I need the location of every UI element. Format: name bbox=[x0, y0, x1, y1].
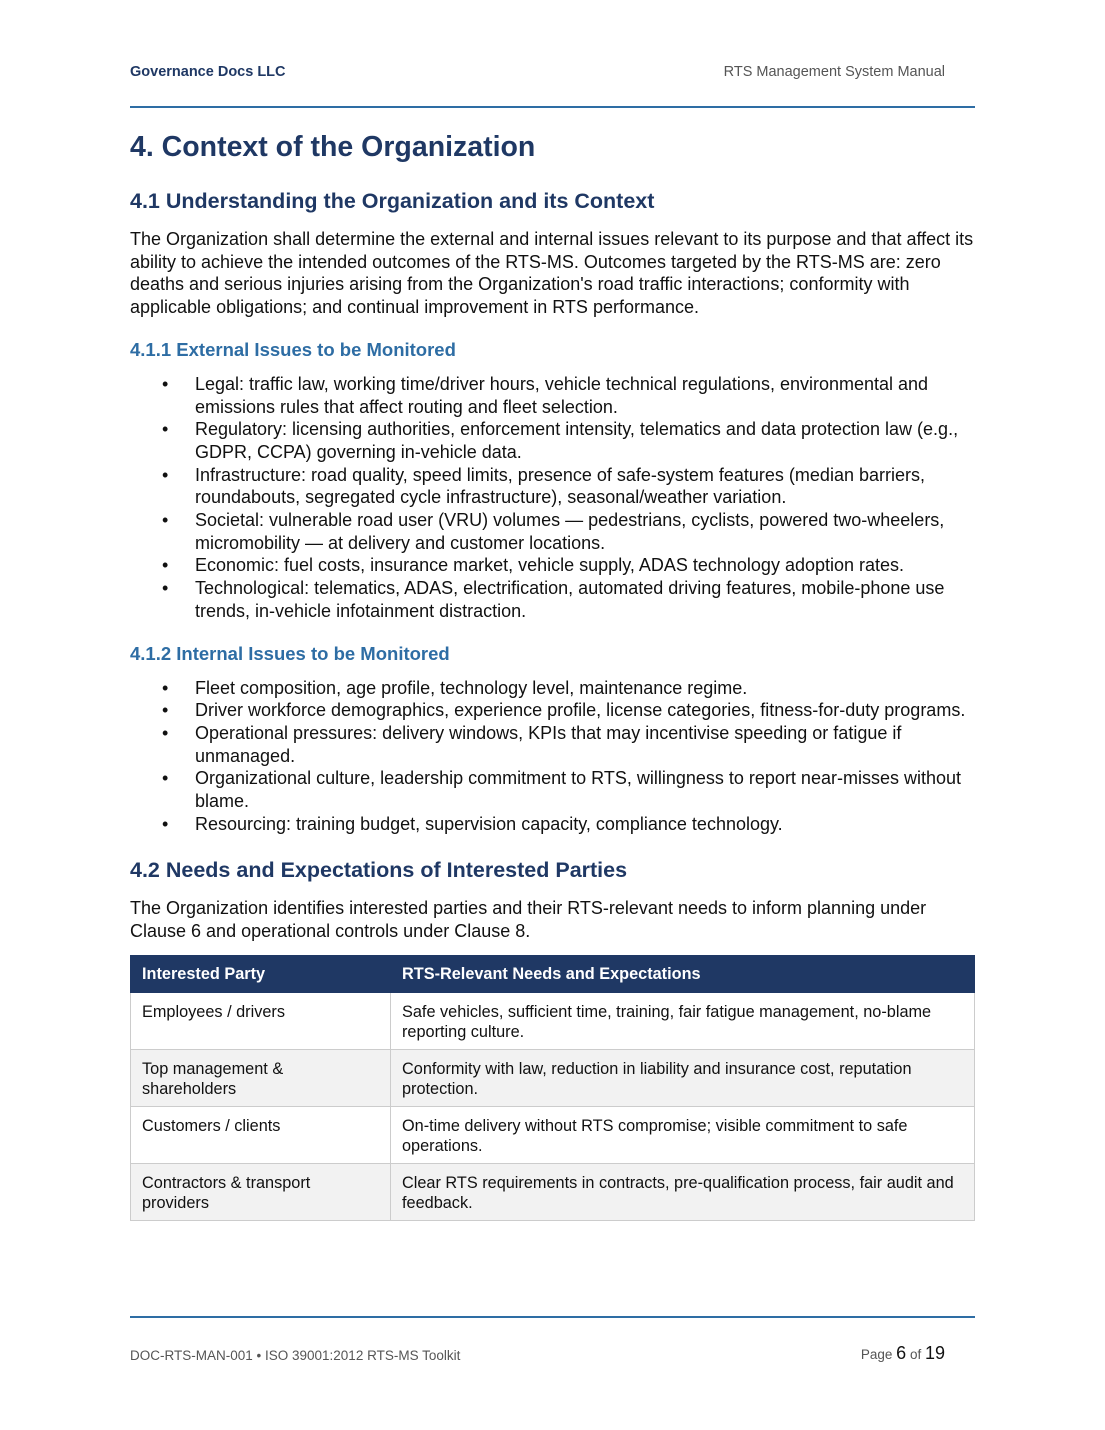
bullet-icon: • bbox=[162, 419, 169, 440]
list-item: • Infrastructure: road quality, speed limits, presence of safe-system features (median barriers, roundabouts, segregated cycle infrastructure), seasonal/weather variation. bbox=[162, 464, 925, 508]
of-label: of bbox=[909, 1347, 922, 1362]
external-issues-list bbox=[130, 373, 975, 623]
page-header bbox=[130, 64, 945, 84]
subsection-4-1-paragraph: The Organization shall determine the external and internal issues relevant to its purpose and that affect its ability to achieve the intended outcomes of the RTS-MS. Outcomes targeted by the RTS-MS are: zero deaths and serious injuries arising from the Organization's road traffic interactions; conformity with applicable obligations; and continual improvement in RTS performance. bbox=[130, 229, 974, 318]
table-header-row bbox=[131, 955, 975, 992]
bullet-icon: • bbox=[162, 510, 169, 531]
total-pages: 19 bbox=[924, 1343, 945, 1363]
table-cell: Safe vehicles, sufficient time, training, fair fatigue management, no-blame reporting culture. bbox=[391, 992, 975, 1049]
page-footer bbox=[130, 1343, 945, 1367]
document-body bbox=[130, 128, 975, 1221]
table-cell: Conformity with law, reduction in liability and insurance cost, reputation protection. bbox=[391, 1049, 975, 1106]
list-item: • Operational pressures: delivery windows, KPIs that may incentivise speeding or fatigue if unmanaged. bbox=[162, 722, 902, 766]
list-item: • Fleet composition, age profile, technology level, maintenance regime. bbox=[162, 677, 748, 698]
column-header: Interested Party bbox=[131, 955, 391, 992]
table-cell: Customers / clients bbox=[131, 1106, 391, 1163]
subsection-4-1-1-title: 4.1.1 External Issues to be Monitored bbox=[130, 338, 456, 360]
table-row bbox=[131, 1163, 975, 1220]
table-row bbox=[131, 1106, 975, 1163]
bullet-icon: • bbox=[162, 722, 169, 743]
bullet-icon: • bbox=[162, 464, 169, 485]
subsection-4-2-paragraph: The Organization identifies interested parties and their RTS-relevant needs to inform planning under Clause 6 and operational controls under Clause 8. bbox=[130, 898, 927, 942]
column-header: RTS-Relevant Needs and Expectations bbox=[391, 955, 975, 992]
list-item: • Organizational culture, leadership commitment to RTS, willingness to report near-misses without blame. bbox=[162, 768, 961, 812]
list-item: • Technological: telematics, ADAS, electrification, automated driving features, mobile-phone use trends, in-vehicle infotainment distraction. bbox=[162, 578, 945, 621]
bullet-icon: • bbox=[162, 813, 169, 834]
header-divider bbox=[130, 106, 975, 108]
table-cell: On-time delivery without RTS compromise; visible commitment to safe operations. bbox=[391, 1106, 975, 1163]
table-row bbox=[131, 992, 975, 1049]
footer-divider bbox=[130, 1316, 975, 1318]
interested-parties-table bbox=[130, 955, 975, 1221]
current-page: 6 bbox=[896, 1343, 907, 1363]
list-item: • Driver workforce demographics, experience profile, license categories, fitness-for-duty programs. bbox=[162, 700, 966, 721]
bullet-icon: • bbox=[162, 555, 169, 576]
list-item: • Societal: vulnerable road user (VRU) volumes — pedestrians, cyclists, powered two-wheelers, micromobility — at delivery and customer locations. bbox=[162, 510, 945, 553]
bullet-icon: • bbox=[162, 700, 169, 721]
table-cell: Clear RTS requirements in contracts, pre-qualification process, fair audit and feedback. bbox=[391, 1163, 975, 1220]
page-label: Page bbox=[860, 1347, 893, 1362]
table-cell: Top management & shareholders bbox=[131, 1049, 391, 1106]
subsection-4-2-title: 4.2 Needs and Expectations of Interested Parties bbox=[130, 858, 628, 883]
bullet-icon: • bbox=[162, 768, 169, 789]
manual-title: RTS Management System Manual bbox=[723, 64, 945, 80]
page-number bbox=[861, 1343, 945, 1364]
table-row bbox=[131, 1049, 975, 1106]
subsection-4-1-title: 4.1 Understanding the Organization and its Context bbox=[130, 189, 655, 213]
company-name: Governance Docs LLC bbox=[130, 64, 286, 80]
section-title: 4. Context of the Organization bbox=[130, 131, 536, 163]
list-item: • Economic: fuel costs, insurance market, vehicle supply, ADAS technology adoption rates. bbox=[162, 555, 905, 576]
list-item: • Legal: traffic law, working time/driver hours, vehicle technical regulations, environmental and emissions rules that affect routing and fleet selection. bbox=[162, 373, 929, 417]
internal-issues-list bbox=[130, 677, 975, 836]
table-cell: Contractors & transport providers bbox=[131, 1163, 391, 1220]
list-item: • Regulatory: licensing authorities, enforcement intensity, telematics and data protection law (e.g., GDPR, CCPA) governing in-vehicle data. bbox=[162, 419, 959, 462]
bullet-icon: • bbox=[162, 373, 169, 394]
subsection-4-1-2-title: 4.1.2 Internal Issues to be Monitored bbox=[130, 642, 450, 664]
bullet-icon: • bbox=[162, 578, 169, 599]
table-cell: Employees / drivers bbox=[131, 992, 391, 1049]
document-reference: DOC-RTS-MAN-001 • ISO 39001:2012 RTS-MS Toolkit bbox=[130, 1348, 461, 1363]
list-item: • Resourcing: training budget, supervision capacity, compliance technology. bbox=[162, 813, 783, 834]
bullet-icon: • bbox=[162, 677, 169, 698]
